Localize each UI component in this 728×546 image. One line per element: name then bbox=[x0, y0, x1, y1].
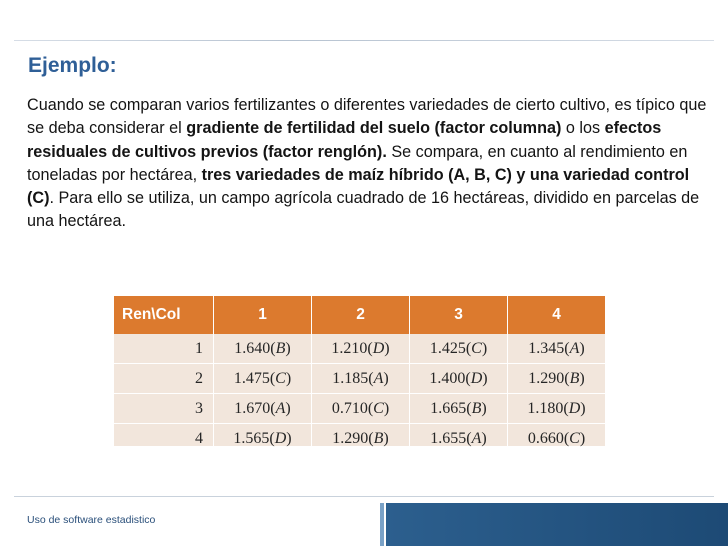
row-header: 3 bbox=[114, 394, 214, 424]
header-band bbox=[0, 0, 728, 42]
body-bold-text: gradiente de fertilidad del suelo (factor columna) bbox=[186, 119, 562, 138]
body-text-run: Cuando se comparan varios fertilizantes o diferentes variedades de cierto cultivo, es típico que se deba considerar el bbox=[27, 96, 707, 138]
body-bold-text: efectos residuales de cultivos previos (factor renglón). bbox=[27, 119, 662, 161]
cell-treatment-letter: A bbox=[373, 369, 384, 387]
cell-value: 0.660 bbox=[527, 429, 564, 447]
table-cell: 1.670(A) bbox=[214, 394, 312, 424]
body-text-run: . Para ello se utiliza, un campo agrícola cuadrado de 16 hectáreas, dividido en parcelas de una hectárea. bbox=[27, 189, 700, 231]
table-cell: 1.290(B) bbox=[508, 364, 606, 394]
row-header: 4 bbox=[114, 424, 214, 454]
table-header-row bbox=[114, 296, 606, 334]
table-cell: 0.660(C) bbox=[508, 424, 606, 454]
cell-treatment-letter: D bbox=[372, 339, 385, 357]
cell-treatment-letter: D bbox=[470, 369, 483, 387]
footer-bar bbox=[386, 503, 728, 546]
cell-value: 1.565 bbox=[233, 429, 270, 447]
footer-label: Uso de software estadistico bbox=[27, 514, 156, 526]
table-cell: 1.665(B) bbox=[410, 394, 508, 424]
results-table-container bbox=[114, 296, 606, 446]
cell-treatment-letter: D bbox=[568, 399, 581, 417]
table-cell: 1.640(B) bbox=[214, 334, 312, 364]
cell-value: 1.290 bbox=[332, 429, 369, 447]
cell-value: 1.655 bbox=[430, 429, 467, 447]
cell-value: 1.185 bbox=[332, 369, 369, 387]
footer-bar-accent bbox=[380, 503, 384, 546]
row-header: 1 bbox=[114, 334, 214, 364]
column-header: 1 bbox=[214, 296, 312, 334]
table-cell: 1.425(C) bbox=[410, 334, 508, 364]
cell-value: 1.665 bbox=[430, 399, 467, 417]
cell-treatment-letter: D bbox=[274, 429, 287, 447]
slide-title: Ejemplo: bbox=[28, 54, 117, 77]
column-header: 3 bbox=[410, 296, 508, 334]
cell-value: 1.400 bbox=[429, 369, 466, 387]
column-header: 4 bbox=[508, 296, 606, 334]
body-text-run: Se compara, en cuanto al rendimiento en toneladas por hectárea, bbox=[27, 142, 688, 184]
cell-treatment-letter: A bbox=[471, 429, 482, 447]
cell-treatment-letter: B bbox=[471, 399, 482, 417]
cell-value: 1.670 bbox=[234, 399, 271, 417]
cell-value: 0.710 bbox=[331, 399, 368, 417]
table-row bbox=[114, 334, 606, 364]
cell-value: 1.345 bbox=[528, 339, 565, 357]
table-row bbox=[114, 394, 606, 424]
body-bold-text: tres variedades de maíz híbrido (A, B, C) y una variedad control (C) bbox=[27, 165, 690, 208]
cell-value: 1.425 bbox=[429, 339, 466, 357]
table-cell: 1.210(D) bbox=[312, 334, 410, 364]
cell-treatment-letter: B bbox=[373, 429, 384, 447]
cell-treatment-letter: C bbox=[569, 429, 580, 447]
table-cell: 1.565(D) bbox=[214, 424, 312, 454]
cell-value: 1.180 bbox=[527, 399, 564, 417]
cell-treatment-letter: C bbox=[275, 369, 286, 387]
cell-treatment-letter: C bbox=[471, 339, 482, 357]
header-divider bbox=[14, 40, 714, 41]
table-cell: 0.710(C) bbox=[312, 394, 410, 424]
cell-treatment-letter: B bbox=[569, 369, 580, 387]
table-cell: 1.180(D) bbox=[508, 394, 606, 424]
table-cell: 1.290(B) bbox=[312, 424, 410, 454]
cell-treatment-letter: C bbox=[373, 399, 384, 417]
results-table bbox=[114, 296, 606, 454]
column-header: 2 bbox=[312, 296, 410, 334]
cell-value: 1.290 bbox=[528, 369, 565, 387]
table-row bbox=[114, 424, 606, 454]
table-cell: 1.655(A) bbox=[410, 424, 508, 454]
table-cell: 1.400(D) bbox=[410, 364, 508, 394]
footer-divider bbox=[14, 496, 714, 497]
table-cell: 1.185(A) bbox=[312, 364, 410, 394]
corner-header: Ren\Col bbox=[114, 296, 214, 334]
cell-value: 1.640 bbox=[234, 339, 271, 357]
table-cell: 1.345(A) bbox=[508, 334, 606, 364]
body-paragraph bbox=[27, 94, 717, 234]
cell-value: 1.475 bbox=[233, 369, 270, 387]
table-row bbox=[114, 364, 606, 394]
table-cell: 1.475(C) bbox=[214, 364, 312, 394]
cell-treatment-letter: A bbox=[275, 399, 286, 417]
cell-value: 1.210 bbox=[331, 339, 368, 357]
table-body bbox=[114, 334, 606, 454]
body-text-run: o los bbox=[561, 119, 605, 138]
cell-treatment-letter: B bbox=[275, 339, 286, 357]
row-header: 2 bbox=[114, 364, 214, 394]
cell-treatment-letter: A bbox=[569, 339, 580, 357]
